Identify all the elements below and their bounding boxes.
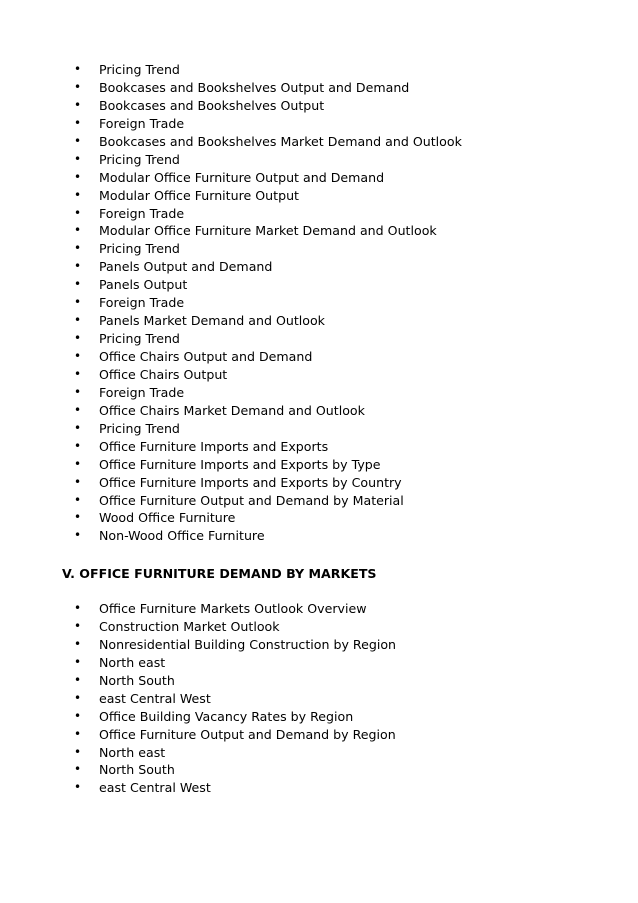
bullet-icon: •	[74, 62, 82, 76]
list-item-text: Office Building Vacancy Rates by Region	[99, 708, 354, 724]
list-item	[74, 420, 614, 438]
bullet-icon: •	[74, 97, 82, 112]
list-item-text: North South	[99, 762, 175, 778]
list-item	[74, 258, 614, 276]
bullet-icon: •	[74, 187, 82, 202]
bullet-icon: •	[74, 456, 82, 471]
list-item-text: Bookcases and Bookshelves Market Demand and Outlook	[99, 133, 462, 149]
list-item	[74, 312, 614, 330]
list-item	[74, 761, 614, 779]
list-item	[74, 115, 614, 133]
bullet-icon: •	[74, 151, 82, 166]
bullet-icon: •	[74, 259, 82, 274]
bullet-list-markets	[74, 600, 614, 797]
list-item-text: Office Furniture Imports and Exports	[99, 438, 329, 454]
bullet-icon: •	[74, 349, 82, 363]
bullet-icon: •	[74, 601, 82, 615]
list-item-text: Office Chairs Output	[99, 366, 228, 382]
list-item-text: Office Furniture Output and Demand by Region	[99, 726, 396, 742]
bullet-icon: •	[74, 744, 82, 759]
bullet-icon: •	[74, 654, 82, 669]
list-item-text: Office Chairs Market Demand and Outlook	[99, 402, 365, 418]
list-item	[74, 492, 614, 510]
bullet-list-products	[74, 61, 614, 545]
list-item-text: Foreign Trade	[99, 384, 185, 400]
list-item-text: Pricing Trend	[99, 151, 180, 167]
bullet-icon: •	[74, 79, 82, 94]
list-item	[74, 527, 614, 545]
bullet-icon: •	[74, 420, 82, 435]
list-item-text: Panels Output and Demand	[99, 259, 273, 275]
list-item-text: Foreign Trade	[99, 205, 185, 221]
list-item-text: Wood Office Furniture	[99, 510, 236, 526]
bullet-icon: •	[74, 295, 82, 310]
list-item	[74, 509, 614, 527]
list-item-text: Office Chairs Output and Demand	[99, 349, 313, 364]
list-item	[74, 276, 614, 294]
bullet-icon: •	[74, 366, 82, 381]
list-item-text: Foreign Trade	[99, 115, 185, 131]
list-item	[74, 779, 614, 797]
list-item-text: Foreign Trade	[99, 295, 185, 311]
list-item-text: Office Furniture Imports and Exports by Type	[99, 456, 381, 472]
list-item	[74, 438, 614, 456]
list-item	[74, 366, 614, 384]
section-heading: V. OFFICE FURNITURE DEMAND BY MARKETS	[62, 566, 377, 581]
list-item	[74, 222, 614, 240]
list-item-text: east Central West	[99, 690, 211, 706]
list-item-text: North east	[99, 654, 166, 670]
list-item-text: Office Furniture Output and Demand by Material	[99, 492, 404, 508]
bullet-icon: •	[74, 384, 82, 399]
bullet-icon: •	[74, 402, 82, 417]
list-item	[74, 690, 614, 708]
list-item	[74, 79, 614, 97]
list-item	[74, 600, 614, 618]
list-item	[74, 672, 614, 690]
bullet-icon: •	[74, 726, 82, 741]
bullet-icon: •	[74, 169, 82, 184]
list-item	[74, 240, 614, 258]
bullet-icon: •	[74, 762, 82, 777]
bullet-icon: •	[74, 636, 82, 651]
list-item-text: Pricing Trend	[99, 331, 180, 347]
list-item-text: Modular Office Furniture Output and Demand	[99, 169, 385, 185]
list-item	[74, 708, 614, 726]
list-item	[74, 618, 614, 636]
bullet-icon: •	[74, 780, 82, 795]
bullet-icon: •	[74, 133, 82, 148]
bullet-icon: •	[74, 708, 82, 723]
bullet-icon: •	[74, 241, 82, 256]
bullet-icon: •	[74, 438, 82, 453]
list-item-text: North South	[99, 672, 175, 688]
list-item-text: Construction Market Outlook	[99, 618, 280, 634]
list-item-text: Pricing Trend	[99, 62, 180, 77]
list-item	[74, 330, 614, 348]
bullet-icon: •	[74, 690, 82, 705]
bullet-icon: •	[74, 331, 82, 346]
bullet-icon: •	[74, 672, 82, 687]
list-item-text: Pricing Trend	[99, 420, 180, 436]
list-item	[74, 384, 614, 402]
list-item-text: Modular Office Furniture Output	[99, 187, 299, 203]
list-item	[74, 456, 614, 474]
list-item	[74, 187, 614, 205]
list-item	[74, 133, 614, 151]
list-item	[74, 636, 614, 654]
bullet-icon: •	[74, 474, 82, 489]
list-item-text: east Central West	[99, 780, 211, 796]
list-item	[74, 61, 614, 79]
list-item-text: Panels Output	[99, 277, 188, 293]
list-item	[74, 169, 614, 187]
bullet-icon: •	[74, 618, 82, 633]
list-item-text: Office Furniture Imports and Exports by Country	[99, 474, 402, 490]
list-item	[74, 744, 614, 762]
list-item-text: Panels Market Demand and Outlook	[99, 313, 325, 329]
list-item-text: North east	[99, 744, 166, 760]
list-item	[74, 654, 614, 672]
bullet-icon: •	[74, 205, 82, 220]
bullet-icon: •	[74, 277, 82, 292]
list-item-text: Bookcases and Bookshelves Output	[99, 97, 325, 113]
list-item	[74, 294, 614, 312]
list-item-text: Bookcases and Bookshelves Output and Demand	[99, 79, 410, 95]
list-item-text: Non-Wood Office Furniture	[99, 528, 265, 544]
list-item-text: Nonresidential Building Construction by Region	[99, 636, 397, 652]
list-item	[74, 402, 614, 420]
bullet-icon: •	[74, 528, 82, 543]
bullet-icon: •	[74, 223, 82, 238]
list-item-text: Office Furniture Markets Outlook Overview	[99, 601, 367, 616]
list-item	[74, 151, 614, 169]
bullet-icon: •	[74, 115, 82, 130]
list-item	[74, 726, 614, 744]
list-item-text: Pricing Trend	[99, 241, 180, 257]
list-item	[74, 97, 614, 115]
bullet-icon: •	[74, 510, 82, 525]
list-item-text: Modular Office Furniture Market Demand and Outlook	[99, 223, 437, 239]
list-item	[74, 474, 614, 492]
list-item	[74, 205, 614, 223]
bullet-icon: •	[74, 492, 82, 507]
list-item	[74, 348, 614, 366]
bullet-icon: •	[74, 313, 82, 328]
